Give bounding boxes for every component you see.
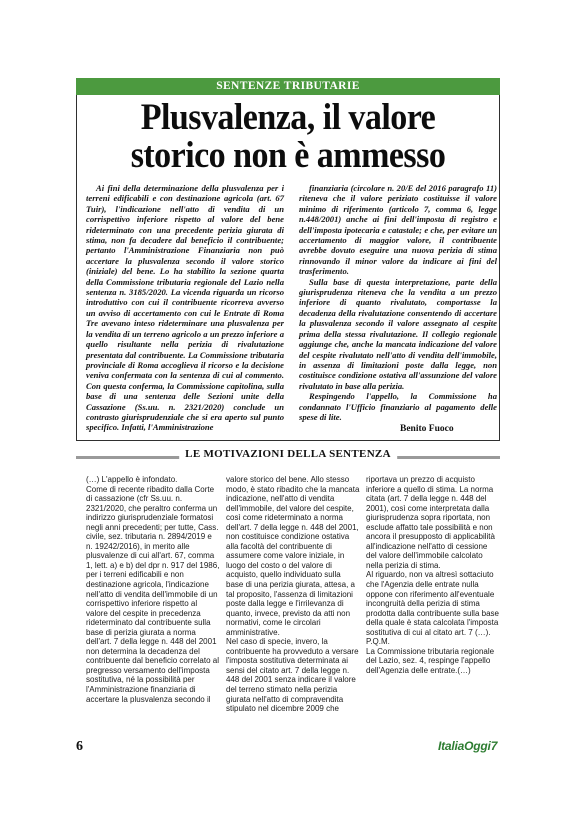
- intro-paragraph: Sulla base di questa interpretazione, parte della giurisprudenza riteneva che la vendita a un prezzo inferiore di quanto rivalutato, comportasse la decadenza della rivalutazione consentendo di accertare la plusvalenza secondo il valore assegnato al cespite prima della stessa rivalutazione. Il collegio regionale aggiunge che, anche la mancata indicazione del valore del cespite rivalutato nell'atto di vendita dell'immobile, in assenza di limitazioni poste dalla legge, non costituisce condizione ostativa all'assunzione del valore rivalutato in base alla perizia.: [299, 276, 497, 391]
- body-paragraph: Al riguardo, non va altresì sottaciuto che l'Agenzia delle entrate nulla oppone con riferimento all'eventuale incongruità della perizia di stima prodotta dalla contribuente sulla base della quale è stata calcolata l'imposta sostitutiva di cui al citato art. 7 (…).: [366, 570, 499, 637]
- body-column-1: [86, 475, 220, 704]
- intro-paragraph: Ai fini della determinazione della plusvalenza per i terreni edificabili e con destinazione agricola (art. 67 Tuir), l'indicazione nell'atto di vendita di un corrispettivo inferiore rispetto al valore del bene rideterminato con una precedente perizia giurata di stima, non fa decadere dal beneficio il contribuente; pertanto l'Amministrazione Finanziaria non può accertare la plusvalenza secondo il valore storico (iniziale) del bene. Lo ha stabilito la sezione quarta della Commissione tributaria regionale del Lazio nella sentenza n. 3185/2020. La vicenda riguarda un ricorso introduttivo con cui il contribuente ricorreva avverso un avviso di accertamento con cui le Entrate di Roma Tre avevano inteso rideterminare una plusvalenza per la vendita di un terreno agricolo a un prezzo inferiore a quello risultante nella perizia di rivalutazione presentata dal contribuente. La Commissione tributaria provinciale di Roma accoglieva il ricorso e la decisione veniva confermata con la sentenza di cui al commento. Con questa conferma, la Commissione capitolina, sulla base di una sentenza delle Sezioni unite della Cassazione (Ss.uu. n. 2321/2020) conclude un contrasto giurisprudenziale che si era aperto sul punto specifico. Infatti, l'Amministrazione: [86, 183, 284, 433]
- body-paragraph: Nel caso di specie, invero, la contribuente ha provveduto a versare l'imposta sostitutiva determinata ai sensi del citato art. 7 della legge n. 448 del 2001 senza indicare il valore del terreno stimato nella perizia giurata nell'atto di compravendita stipulato nel dicembre 2009 che: [226, 637, 359, 714]
- intro-column-right: [299, 183, 497, 422]
- headline-line-1: Plusvalenza, il valore: [140, 97, 436, 138]
- headline-line-2: storico non è ammesso: [130, 135, 446, 176]
- headline: [95, 99, 481, 175]
- subheading: LE MOTIVAZIONI DELLA SENTENZA: [179, 448, 397, 460]
- body-paragraph: P.Q.M.: [366, 637, 390, 647]
- author-signature: Benito Fuoco: [400, 424, 454, 434]
- subheading-bar: [76, 446, 500, 468]
- body-paragraph: riportava un prezzo di acquisto inferiore a quello di stima. La norma citata (art. 7 della legge n. 448 del 2001), così come interpretata dalla giurisprudenza sopra riportata, non esclude affatto tale possibilità e non ancora il presupposto di applicabilità all'indicazione nell'atto di cessione del valore dell'immobile calcolato nella perizia di stima.: [366, 475, 495, 570]
- intro-paragraph: Respingendo l'appello, la Commissione ha condannato l'Ufficio finanziario al pagamento delle spese di lite.: [299, 391, 497, 422]
- body-paragraph: valore storico del bene. Allo stesso modo, è stato ribadito che la mancata indicazione, nell'atto di vendita dell'immobile, del valore del cespite, così come rideterminato a norma dell'art. 7 della legge n. 448 del 2001, non costituisce condizione ostativa alla facoltà del contribuente di assumere come valore iniziale, in luogo del costo o del valore di acquisto, quello individuato sulla base di una perizia giurata, attesa, a tal proposito, l'assenza di limitazioni poste dalla legge e l'irrilevanza di quanto, invece, previsto da atti non normativi, come le circolari amministrative.: [226, 475, 360, 637]
- intro-paragraph: finanziaria (circolare n. 20/E del 2016 paragrafo 11) riteneva che il valore periziato costituisse il valore minimo di riferimento (articolo 7, comma 6, legge n.448/2001) anche ai fini dell'imposta di registro e dell'imposta ipotecaria e catastale; e che, per evitare un accertamento di maggior valore, il contribuente avrebbe dovuto eseguire una nuova perizia di stima rinnovando il minor valore da indicare ai fini del trasferimento.: [299, 183, 497, 277]
- intro-column-left: [86, 183, 284, 433]
- publication-logo: [438, 739, 497, 753]
- body-paragraph: (…) L'appello è infondato.: [86, 475, 178, 484]
- page-number: 6: [76, 739, 83, 754]
- body-column-2: [226, 475, 360, 714]
- body-paragraph: La Commissione tributaria regionale del Lazio, sez. 4, respinge l'appello dell'Agenzia delle entrate.(…): [366, 646, 495, 675]
- brand-name: ItaliaOggi: [438, 739, 491, 753]
- section-label: SENTENZE TRIBUTARIE: [76, 78, 500, 95]
- brand-number: 7: [490, 739, 498, 753]
- body-column-3: [366, 475, 500, 675]
- body-paragraph: Come di recente ribadito dalla Corte di cassazione (cfr Ss.uu. n. 2321/2020, che peraltro conferma un indirizzo giurisprudenziale formatosi negli anni precedenti; per tutte, Cass. civile, sez. tributaria n. 2894/2019 e n. 19242/2016), in merito alle plusvalenze di cui all'art. 67, comma 1, lett. a) e b) del dpr n. 917 del 1986, per i terreni edificabili e non destinazione agricola, l'indicazione nell'atto di vendita dell'immobile di un corrispettivo inferiore rispetto al valore del cespite in precedenza rideterminato dal contribuente sulla base di perizia giurata a norma dell'art. 7 della legge n. 448 del 2001 non determina la decadenza del contribuente dal beneficio correlato al pregresso versamento dell'imposta sostitutiva, né la possibilità per l'Amministrazione finanziaria di accertare la plusvalenza secondo il: [86, 484, 220, 704]
